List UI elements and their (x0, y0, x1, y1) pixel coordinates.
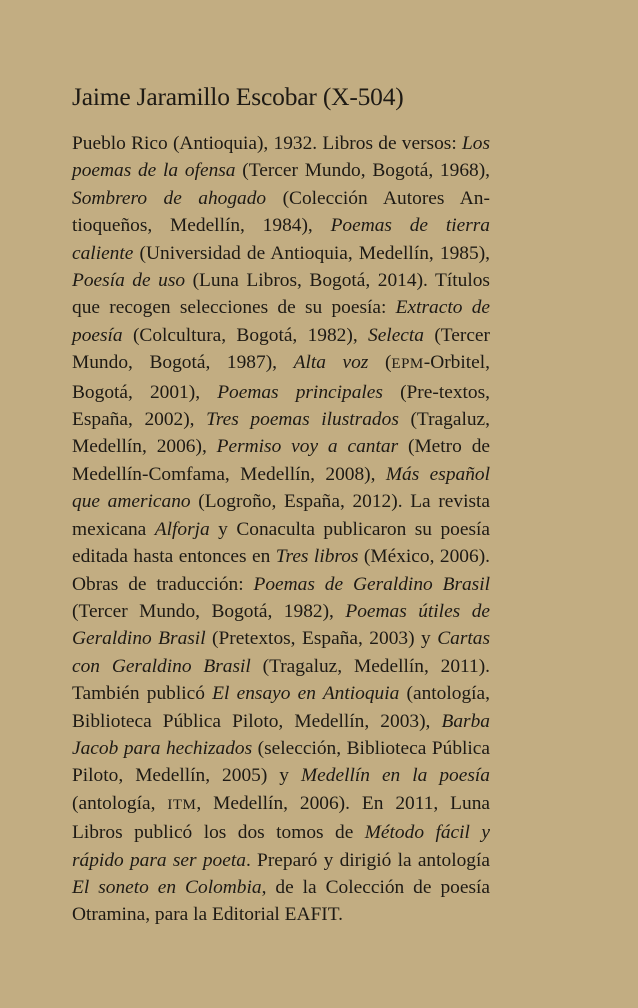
book-title: Poemas de Geraldino Brasil (253, 573, 491, 595)
bio-text: . Preparó y dirigió la antología (245, 849, 490, 871)
book-title: Barba Jacob para hechizados (72, 710, 490, 759)
bio-text: y Conaculta publicaron su poesía editada hasta entonces en (72, 518, 490, 568)
bio-text: (Logroño, España, 2012). La revista mexicana (72, 491, 491, 540)
book-title: Sombrero de ahogado (72, 187, 267, 209)
bio-text: (Colcultura, Bogotá, 1982), (122, 324, 368, 346)
bio-paragraph (72, 130, 490, 929)
book-title: Tres poemas ilustrados (206, 409, 399, 431)
book-title: Más español que americano (72, 463, 490, 513)
acronym: EPM (391, 356, 424, 373)
book-title: El soneto en Colombia (72, 876, 262, 898)
bio-text: , de la Colección de poesía Otramina, para la Editorial EAFIT. (72, 876, 490, 926)
bio-text: (Pretextos, España, 2003) y (205, 628, 438, 650)
book-title: Poesía de uso (72, 270, 186, 292)
bio-text: (Universidad de Antioquia, Medellín, 1985), (133, 242, 490, 264)
bio-text: (México, 2006). Obras de traducción: (72, 546, 490, 595)
bio-text: (selección, Biblioteca Pública Piloto, Medellín, 2005) y (72, 737, 490, 787)
book-title: Medellín en la poesía (301, 765, 490, 787)
book-title: Poemas útiles de Geraldino Brasil (72, 600, 490, 650)
bio-text: (antología, Biblioteca Pública Piloto, Medellín, 2003), (72, 683, 490, 732)
book-title: Alforja (154, 518, 210, 540)
book-title: Tres libros (275, 546, 359, 568)
bio-text: ( (368, 352, 392, 374)
book-title: Método fácil y rápido para ser poeta (72, 822, 490, 871)
author-heading: Jaime Jaramillo Escobar (X-504) (72, 82, 404, 111)
book-title: Extracto de poesía (72, 297, 491, 346)
bio-page (72, 82, 490, 929)
bio-text: (Metro de Medellín-Comfama, Medellín, 2008), (72, 436, 490, 485)
bio-text: (antología, (72, 792, 168, 814)
bio-text: (Tercer Mundo, Bogotá, 1968), (235, 160, 491, 182)
book-title: Poemas principales (217, 381, 383, 403)
bio-text: (Pre-textos, España, 2002), (72, 381, 490, 431)
bio-text: (Tercer Mundo, Bogotá, 1982), (72, 600, 346, 622)
book-title: Los poemas de la ofensa (72, 133, 490, 182)
acronym: ITM (167, 796, 197, 813)
book-title: Poemas de tierra caliente (72, 215, 490, 264)
bio-text: (Tercer Mundo, Bogotá, 1987), (72, 324, 490, 374)
bio-text: , Medellín, 2006). En 2011, Luna Libros publicó los dos tomos de (72, 792, 490, 844)
book-title: Permiso voy a cantar (216, 436, 399, 458)
bio-text: (Tragaluz, Medellín, 2006), (72, 409, 491, 458)
book-title: Alta voz (293, 352, 369, 374)
book-title: Selecta (368, 324, 424, 346)
book-title: El ensayo en Antioquia (212, 683, 400, 705)
bio-text: (Colección Autores Antioqueños, Medellín, 1984), (72, 187, 490, 237)
bio-text: Pueblo Rico (Antioquia), 1932. Libros de versos: (72, 133, 462, 154)
bio-text: (Luna Libros, Bogotá, 2014). Títulos que recogen selecciones de su poesía: (72, 270, 490, 319)
book-title: Cartas con Geraldino Brasil (72, 628, 490, 677)
bio-text: -Orbitel, Bogotá, 2001), (72, 352, 490, 403)
bio-text: (Tragaluz, Medellín, 2011). También publicó (72, 655, 491, 705)
